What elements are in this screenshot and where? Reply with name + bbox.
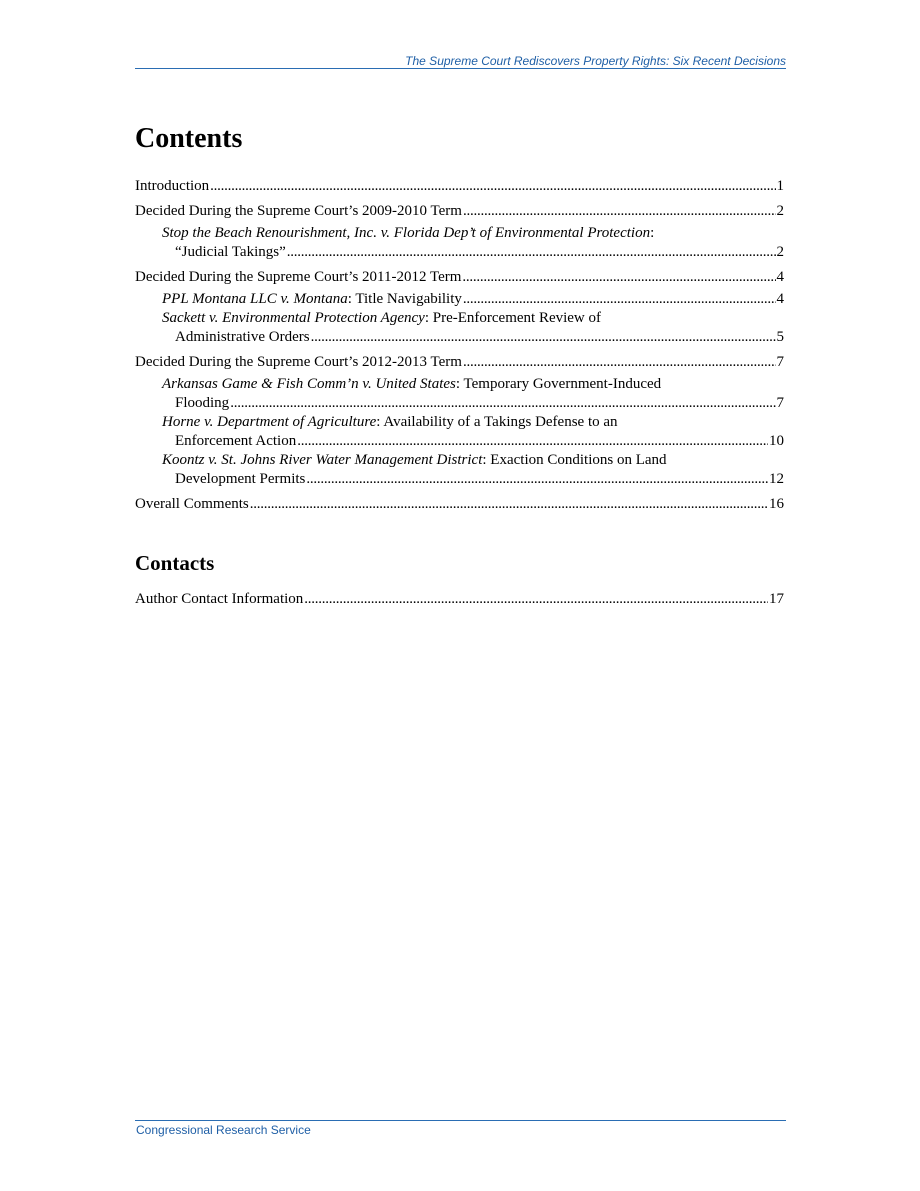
toc-entry-koontz[interactable] [135,451,784,489]
toc-page-number: 12 [769,471,784,487]
entry-subtitle: : [650,225,655,241]
entry-subtitle: : Temporary Government-Induced [455,376,662,392]
toc-entry-stop-the-beach[interactable] [135,224,784,262]
toc-page-number: 10 [769,433,784,449]
table-of-contents [135,177,784,514]
case-name: Sackett v. Environmental Protection Agency [162,310,425,326]
running-header: The Supreme Court Rediscovers Property Rights: Six Recent Decisions [405,54,786,68]
case-name: PPL Montana LLC v. Montana [162,291,348,307]
toc-page-number: 2 [776,244,784,260]
dot-leader [306,470,768,489]
entry-subtitle-continued: “Judicial Takings” [175,244,286,260]
dot-leader [311,328,776,347]
case-name: Koontz v. St. Johns River Water Management District [162,452,483,468]
dot-leader [463,202,776,221]
toc-entry-overall-comments[interactable] [135,495,784,514]
toc-entry-title: Overall Comments [135,496,249,512]
entry-subtitle: : Exaction Conditions on Land [482,452,667,468]
dot-leader [463,290,776,309]
toc-entry-author-contact[interactable] [135,590,784,609]
dot-leader [230,394,775,413]
entry-subtitle: : Pre-Enforcement Review of [424,310,602,326]
dot-leader [463,353,776,372]
dot-leader [304,590,768,609]
case-name: Horne v. Department of Agriculture [162,414,377,430]
dot-leader [210,177,775,196]
toc-page-number: 16 [769,496,784,512]
toc-entry-horne[interactable] [135,413,784,451]
footer-rule [135,1120,786,1121]
contacts-heading: Contacts [135,551,215,575]
case-name: Stop the Beach Renourishment, Inc. v. Florida Dep’t of Environmental Protection [162,225,651,241]
toc-entry-term-2011-2012[interactable] [135,268,784,287]
contacts-list [135,590,784,609]
toc-page-number: 17 [769,591,784,607]
toc-entry-title: Author Contact Information [135,591,304,607]
entry-subtitle-continued: Administrative Orders [175,329,310,345]
toc-entry-title: Decided During the Supreme Court’s 2012-2013 Term [135,354,462,370]
toc-page-number: 1 [776,178,784,194]
dot-leader [287,243,776,262]
header-rule [135,68,786,69]
case-name: Arkansas Game & Fish Comm’n v. United States [162,376,456,392]
entry-subtitle-continued: Enforcement Action [175,433,297,449]
dot-leader [462,268,775,287]
entry-subtitle: : Title Navigability [347,291,462,307]
toc-entry-arkansas-game-fish[interactable] [135,375,784,413]
toc-entry-term-2009-2010[interactable] [135,202,784,221]
toc-entry-introduction[interactable] [135,177,784,196]
toc-entry-title: Introduction [135,178,210,194]
toc-entry-title: Decided During the Supreme Court’s 2011-2012 Term [135,269,462,285]
toc-page-number: 4 [776,269,784,285]
entry-subtitle: : Availability of a Takings Defense to an [376,414,618,430]
dot-leader [250,495,768,514]
toc-page-number: 7 [776,354,784,370]
footer-text: Congressional Research Service [136,1123,311,1137]
toc-page-number: 5 [776,329,784,345]
entry-subtitle-continued: Development Permits [175,471,306,487]
toc-page-number: 7 [776,395,784,411]
toc-entry-ppl-montana[interactable] [135,290,784,309]
toc-entry-term-2012-2013[interactable] [135,353,784,372]
toc-entry-title: Decided During the Supreme Court’s 2009-2010 Term [135,203,462,219]
toc-page-number: 4 [776,291,784,307]
toc-entry-sackett[interactable] [135,309,784,347]
entry-subtitle-continued: Flooding [175,395,230,411]
contents-heading: Contents [135,123,243,154]
toc-page-number: 2 [776,203,784,219]
dot-leader [297,432,768,451]
